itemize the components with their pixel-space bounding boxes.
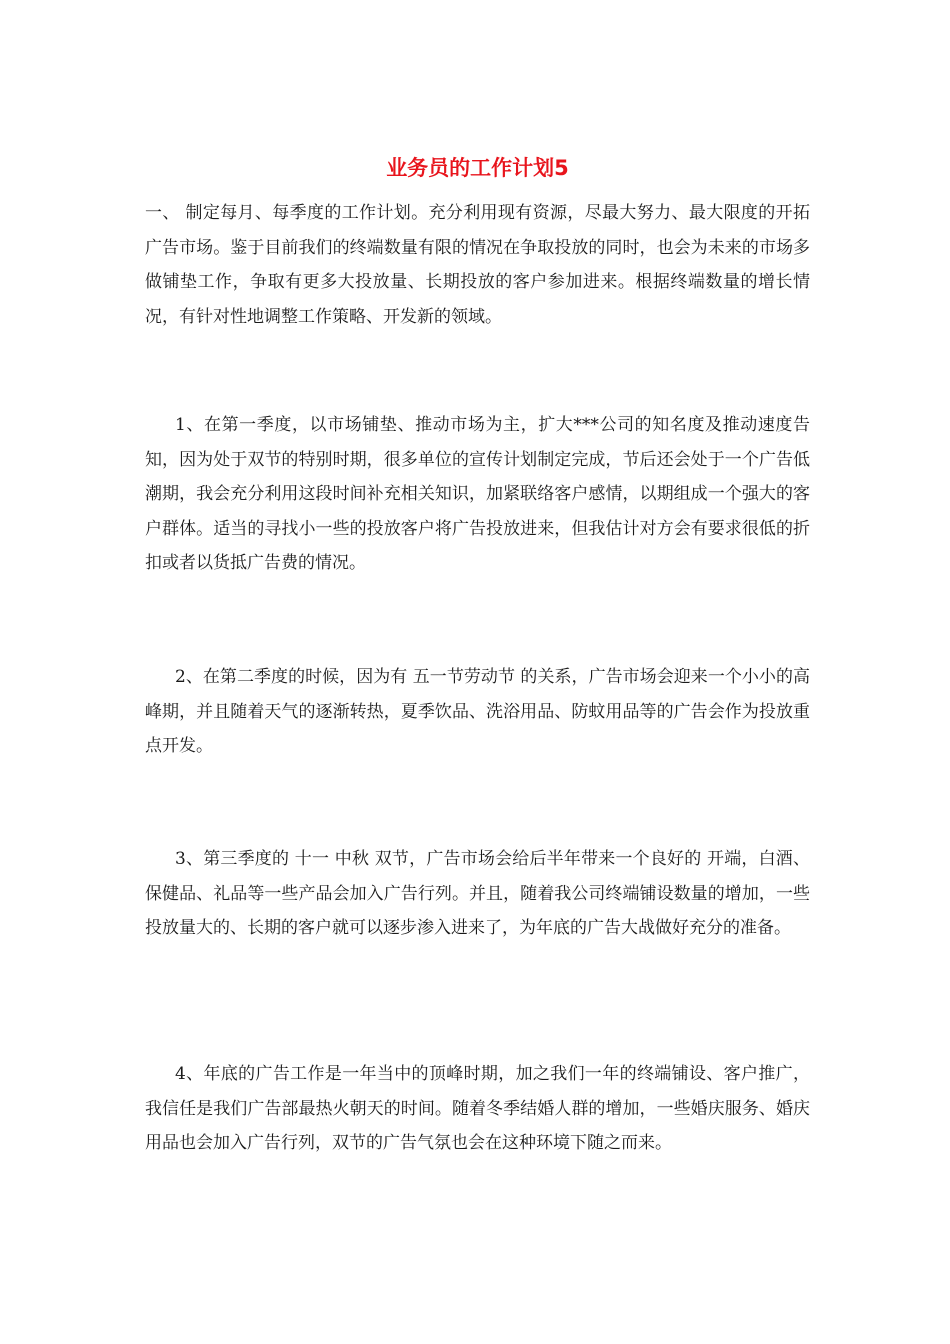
paragraph-q3: 3、第三季度的 十一 中秋 双节，广告市场会给后半年带来一个良好的 开端，白酒、保健品、礼品等一些产品会加入广告行列。并且，随着我公司终端铺设数量的增加，一些投放量大的、长期的客户就可以逐步渗入进来了，为年底的广告大战做好充分的准备。 [145,849,810,938]
paragraph-q2: 2、在第二季度的时候，因为有 五一节劳动节 的关系，广告市场会迎来一个小小的高峰期，并且随着天气的逐渐转热，夏季饮品、洗浴用品、防蚊用品等的广告会作为投放重点开发。 [145,667,810,756]
document-title: 业务员的工作计划5 [386,156,569,180]
paragraph-q1: 1、在第一季度，以市场铺垫、推动市场为主，扩大***公司的知名度及推动速度告知，因为处于双节的特别时期，很多单位的宣传计划制定完成，节后还会处于一个广告低潮期，我会充分利用这段时间补充相关知识，加紧联络客户感情，以期组成一个强大的客户群体。适当的寻找小一些的投放客户将广告投放进来，但我估计对方会有要求很低的折扣或者以货抵广告费的情况。 [145,415,810,573]
paragraph-intro: 一、 制定每月、每季度的工作计划。充分利用现有资源，尽最大努力、最大限度的开拓广告市场。鉴于目前我们的终端数量有限的情况在争取投放的同时，也会为未来的市场多做铺垫工作，争取有更多大投放量、长期投放的客户参加进来。根据终端数量的增长情况，有针对性地调整工作策略、开发新的领域。 [145,203,810,327]
paragraph-q4: 4、年底的广告工作是一年当中的顶峰时期，加之我们一年的终端铺设、客户推广，我信任是我们广告部最热火朝天的时间。随着冬季结婚人群的增加，一些婚庆服务、婚庆用品也会加入广告行列，双节的广告气氛也会在这种环境下随之而来。 [145,1064,810,1153]
